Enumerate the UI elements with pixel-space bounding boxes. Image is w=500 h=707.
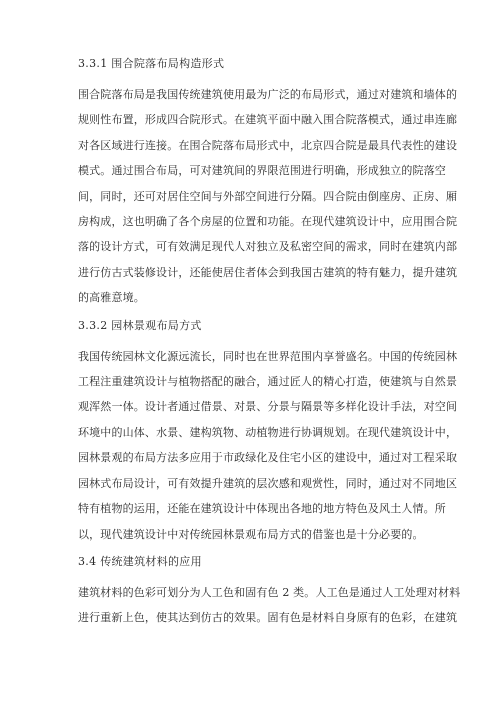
text-line: 环境中的山体、水景、建构筑物、动植物进行协调规划。在现代建筑设计中， (78, 425, 458, 439)
document-page (78, 50, 461, 637)
text-line: 以，现代建筑设计中对传统园林景观布局方式的借鉴也是十分必要的。 (78, 527, 424, 541)
text-line: 模式。通过围合布局，可对建筑间的界限范围进行明确，形成独立的院落空 (78, 164, 446, 178)
text-line: 我国传统园林文化源远流长，同时也在世界范围内享誉盛名。中国的传统园林 (78, 349, 458, 363)
text-line: 园林式布局设计，可有效提升建筑的层次感和观赏性，同时，通过对不同地区 (78, 476, 458, 490)
section-heading-3-3-2: 3.3.2 园林景观布局方式 (78, 318, 202, 332)
text-line: 进行重新上色，使其达到仿古的效果。固有色是材料自身原有的色彩，在建筑 (78, 611, 458, 625)
text-line: 间，同时，还可对居住空间与外部空间进行分隔。四合院由倒座房、正房、厢 (78, 189, 458, 203)
text-line: 特有植物的运用，还能在建筑设计中体现出各地的地方特色及风土人情。所 (78, 502, 446, 516)
text-line: 观浑然一体。设计者通过借景、对景、分景与隔景等多样化设计手法，对空间 (78, 400, 458, 414)
paragraph-garden-layout (78, 344, 458, 547)
text-line: 建筑材料的色彩可划分为人工色和固有色 2 类。人工色是通过人工处理对材料 (78, 585, 461, 599)
text-line: 落的设计方式，可有效满足现代人对独立及私密空间的需求，同时在建筑内部 (78, 240, 458, 254)
text-line: 工程注重建筑设计与植物搭配的融合，通过匠人的精心打造，使建筑与自然景 (78, 375, 458, 389)
text-line: 对各区域进行连接。在围合院落布局形式中，北京四合院是最具代表性的建设 (78, 138, 458, 152)
text-line: 规则性布置，形成四合院形式。在建筑平面中融入围合院落模式，通过串连廊 (78, 113, 458, 127)
text-line: 进行仿古式装修设计，还能使居住者体会到我国古建筑的特有魅力，提升建筑 (78, 265, 458, 279)
text-line: 的高雅意境。 (78, 291, 145, 305)
text-line: 园林景观的布局方法多应用于市政绿化及住宅小区的建设中，通过对工程采取 (78, 451, 458, 465)
text-line: 围合院落布局是我国传统建筑使用最为广泛的布局形式，通过对建筑和墙体的 (78, 88, 458, 101)
text-line: 房构成，这也明确了各个房屋的位置和功能。在现代建筑设计中，应用围合院 (78, 215, 458, 229)
paragraph-courtyard-layout (78, 82, 458, 311)
paragraph-materials (78, 580, 461, 631)
section-heading-3-4: 3.4 传统建筑材料的应用 (78, 554, 202, 568)
section-heading-3-3-1: 3.3.1 围合院落布局构造形式 (78, 57, 225, 70)
